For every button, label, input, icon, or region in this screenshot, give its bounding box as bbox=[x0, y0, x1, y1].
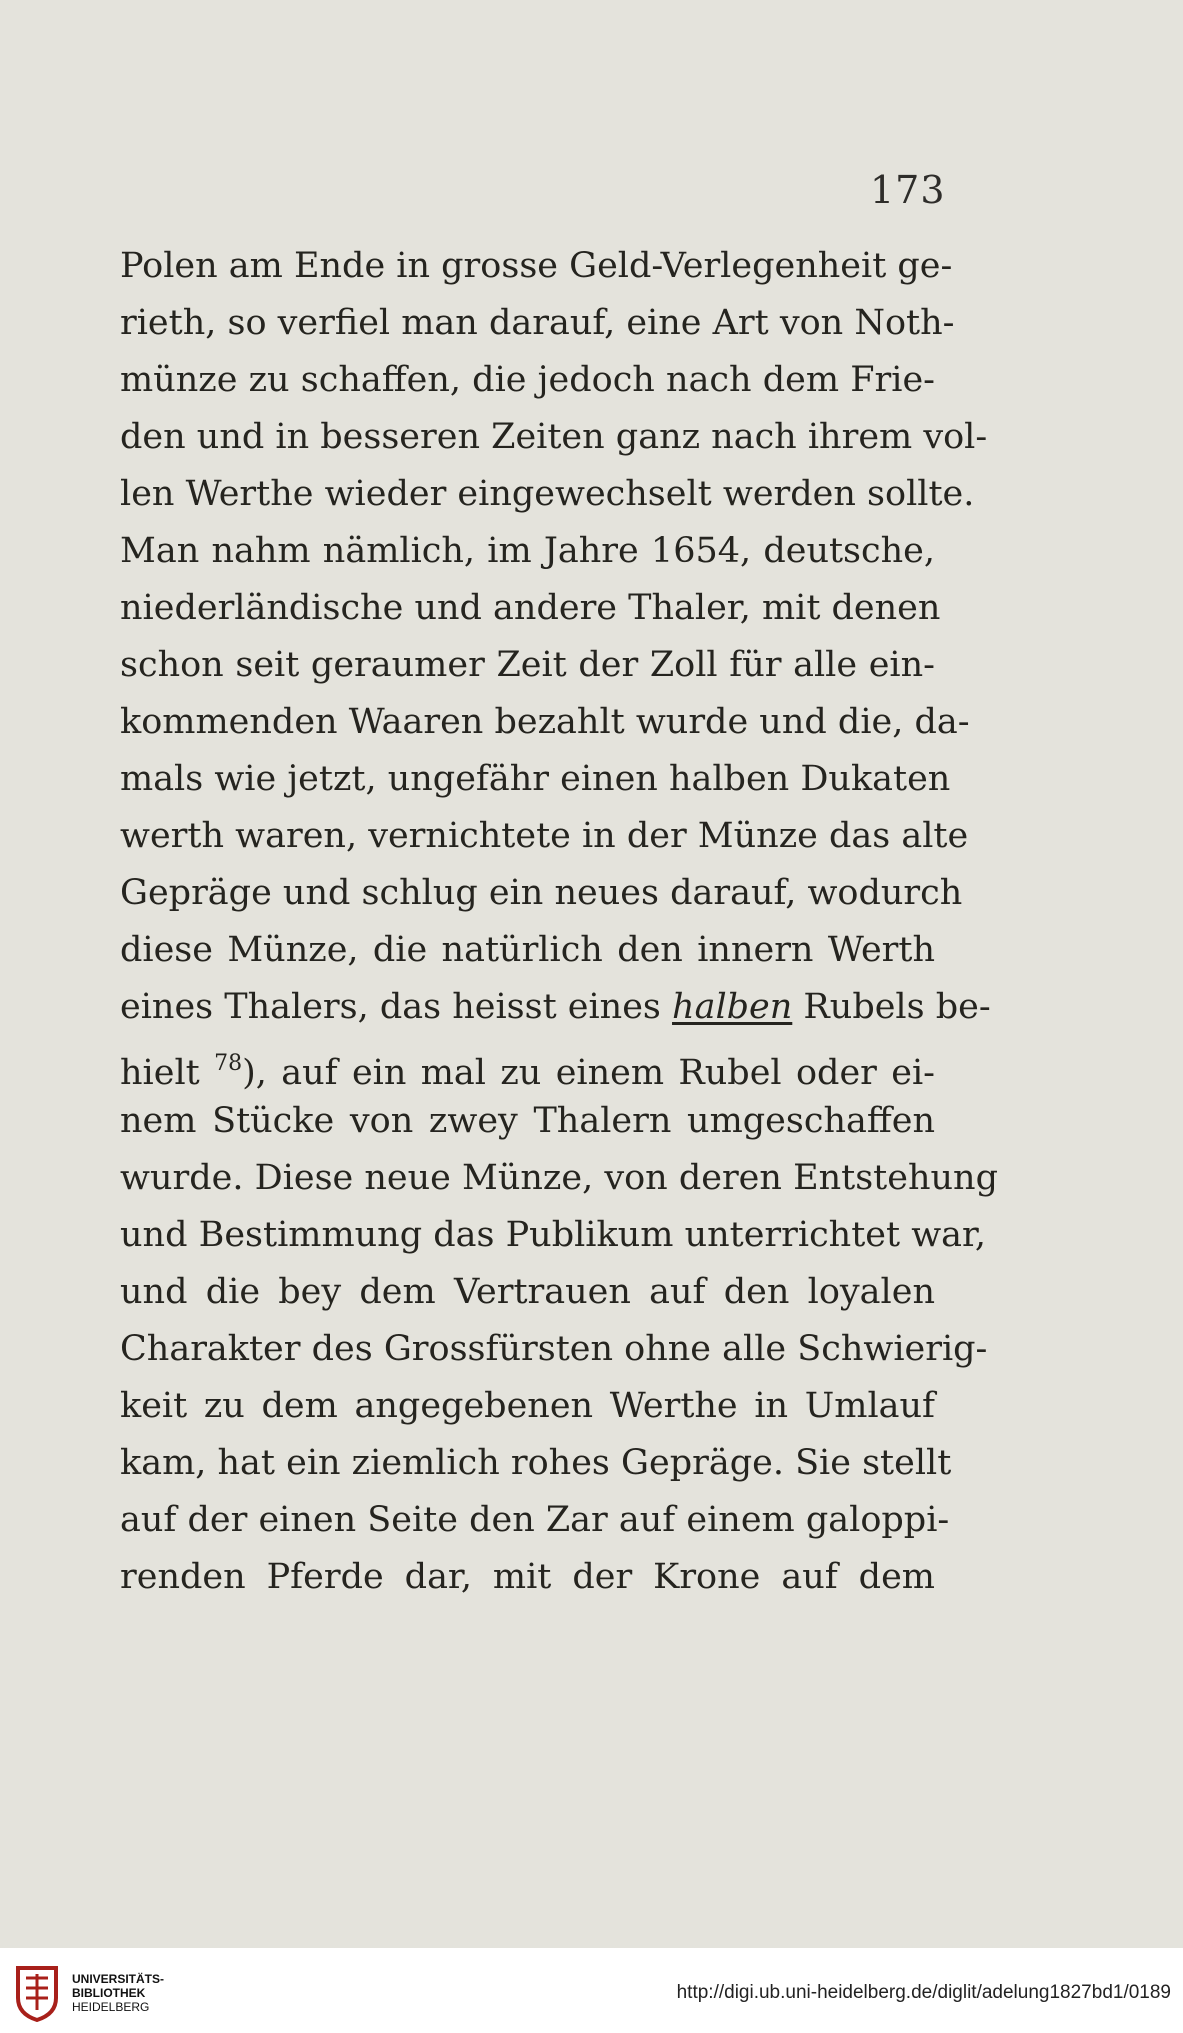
text-line: rieth, so verfiel man darauf, eine Art von Noth- bbox=[120, 303, 955, 343]
text-line: nem Stücke von zwey Thalern umgeschaffen bbox=[120, 1101, 935, 1141]
text-line: mals wie jetzt, ungefähr einen halben Dukaten bbox=[120, 759, 951, 799]
text-line: len Werthe wieder eingewechselt werden sollte. bbox=[120, 474, 975, 514]
text-line: Gepräge und schlug ein neues darauf, wodurch bbox=[120, 873, 963, 913]
text-line: den und in besseren Zeiten ganz nach ihrem vol- bbox=[120, 417, 988, 457]
page-number: 173 bbox=[870, 168, 946, 212]
source-url-link[interactable]: http://digi.ub.uni-heidelberg.de/diglit/adelung1827bd1/0189 bbox=[676, 1982, 1171, 2003]
text-line: Polen am Ende in grosse Geld-Verlegenheit ge- bbox=[120, 246, 953, 286]
text-segment: eines Thalers, das heisst eines bbox=[120, 987, 673, 1027]
library-name bbox=[72, 1972, 164, 2014]
footnote-reference: 78 bbox=[214, 1051, 243, 1076]
text-line: kam, hat ein ziemlich rohes Gepräge. Sie stellt bbox=[120, 1443, 952, 1483]
text-line: Charakter des Grossfürsten ohne alle Schwierig- bbox=[120, 1329, 988, 1369]
library-name-line: BIBLIOTHEK bbox=[72, 1986, 146, 2000]
text-line: Man nahm nämlich, im Jahre 1654, deutsche, bbox=[120, 531, 935, 571]
emphasized-word: halben bbox=[672, 987, 793, 1027]
text-line: und die bey dem Vertrauen auf den loyalen bbox=[120, 1272, 935, 1312]
text-segment: Rubels be- bbox=[792, 987, 991, 1027]
text-line: kommenden Waaren bezahlt wurde und die, da- bbox=[120, 702, 970, 742]
text-line: und Bestimmung das Publikum unterrichtet war, bbox=[120, 1215, 987, 1255]
text-line: wurde. Diese neue Münze, von deren Entstehung bbox=[120, 1158, 998, 1198]
text-line: niederländische und andere Thaler, mit denen bbox=[120, 588, 941, 628]
text-segment: hielt bbox=[120, 1053, 215, 1093]
library-name-line: UNIVERSITÄTS- bbox=[72, 1972, 165, 1986]
footer-bar bbox=[0, 1948, 1183, 2033]
text-line bbox=[120, 985, 991, 1029]
text-line: keit zu dem angegebenen Werthe in Umlauf bbox=[120, 1386, 935, 1426]
text-line: renden Pferde dar, mit der Krone auf dem bbox=[120, 1557, 935, 1597]
text-line: auf der einen Seite den Zar auf einem galoppi- bbox=[120, 1500, 950, 1540]
library-name-line: HEIDELBERG bbox=[72, 2000, 150, 2014]
text-line bbox=[120, 1042, 935, 1093]
text-line: diese Münze, die natürlich den innern Werth bbox=[120, 930, 935, 970]
university-seal-icon bbox=[12, 1964, 62, 2022]
text-segment: ), auf ein mal zu einem Rubel oder ei- bbox=[242, 1053, 935, 1093]
text-line: münze zu schaffen, die jedoch nach dem Frie- bbox=[120, 360, 935, 400]
text-line: werth waren, vernichtete in der Münze das alte bbox=[120, 816, 969, 856]
text-line: schon seit geraumer Zeit der Zoll für alle ein- bbox=[120, 645, 935, 685]
